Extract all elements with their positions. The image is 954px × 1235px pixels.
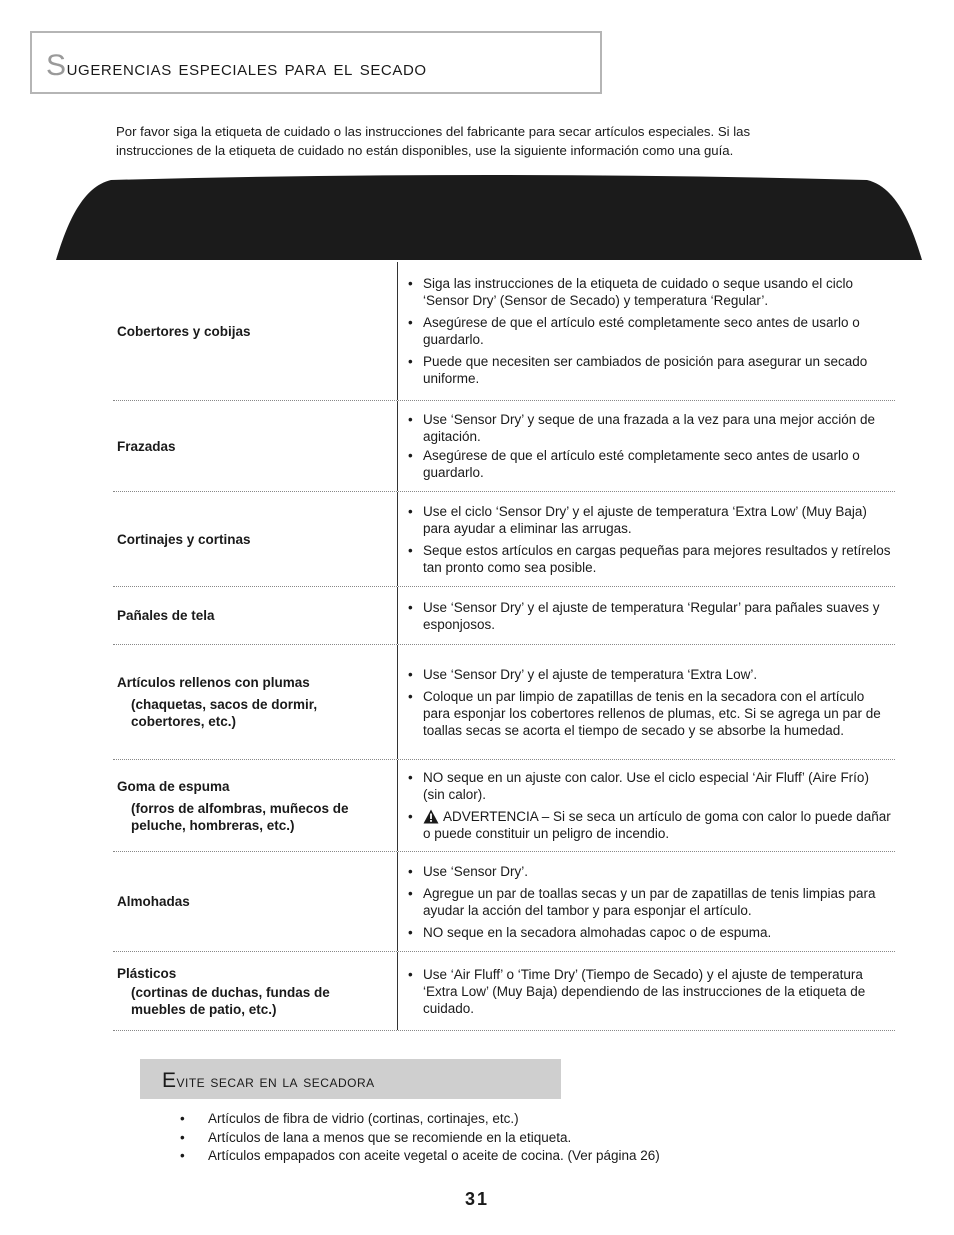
list-item: • Use ‘Sensor Dry’ y el ajuste de temperatura ‘Regular’ para pañales suaves y esponjosos. [408, 599, 880, 632]
bullet: • [408, 966, 413, 982]
row-sublabel: (forros de alfombras, muñecos de peluche, hombreras, etc.) [131, 800, 349, 833]
avoid-title-rest: vite secar en la secadora [176, 1072, 375, 1091]
bullet: • [408, 315, 413, 330]
list-item: • Siga las instrucciones de la etiqueta de cuidado o seque usando el ciclo ‘Sensor Dry’ (Sensor de Secado) y temperatura ‘Regular’. [408, 276, 854, 308]
list-item: • ADVERTENCIA – Si se seca un artículo de goma con calor lo puede dañar o puede constituir un peligro de incendio. [408, 809, 891, 841]
bullet: • [408, 770, 413, 785]
list-item: • Use ‘Sensor Dry’. [408, 863, 529, 879]
list-item: • NO seque en un ajuste con calor. Use el ciclo especial ‘Air Fluff’ (Aire Frío) (sin calor). [408, 770, 869, 802]
bullet: • [408, 542, 413, 558]
avoid-list [180, 1110, 660, 1166]
bullet: • [180, 1111, 185, 1126]
bullet: • [408, 412, 413, 427]
table-row [113, 645, 895, 760]
bullet: • [408, 688, 413, 704]
page-title-initial: S [46, 49, 67, 82]
bullet: • [408, 885, 413, 901]
list-item: • NO seque en la secadora almohadas capoc o de espuma. [408, 924, 772, 940]
row-label: Cobertores y cobijas [117, 323, 251, 339]
row-label: Artículos rellenos con plumas [117, 675, 310, 690]
tips-table [113, 262, 895, 1031]
page-title-rest: ugerencias especiales para el secado [66, 55, 427, 80]
table-row [113, 852, 895, 952]
list-item: • Artículos de lana a menos que se recomiende en la etiqueta. [180, 1129, 660, 1148]
row-label: Cortinajes y cortinas [117, 531, 251, 547]
table-row [113, 401, 895, 492]
table-row [113, 760, 895, 852]
avoid-section-header [140, 1059, 561, 1099]
table-row [113, 587, 895, 645]
bullet: • [408, 448, 413, 463]
bullet: • [408, 599, 413, 615]
list-item: • Asegúrese de que el artículo esté completamente seco antes de usarlo o guardarlo. [408, 448, 860, 480]
row-label: Almohadas [117, 894, 190, 909]
table-row [113, 952, 895, 1031]
row-sublabel: (chaquetas, sacos de dormir, cobertores, etc.) [131, 697, 318, 729]
list-item: • Artículos de fibra de vidrio (cortinas, cortinajes, etc.) [180, 1110, 660, 1129]
header-banner [56, 172, 922, 262]
list-item: • Agregue un par de toallas secas y un par de zapatillas de tenis limpias para ayudar la acción del tambor y para esponjar el artículo. [408, 885, 876, 918]
intro-paragraph: Por favor siga la etiqueta de cuidado o las instrucciones del fabricante para secar artículos especiales. Si las instrucciones de la etiqueta de cuidado no están disponibles, use la siguiente información como una guía. [116, 124, 751, 158]
page-title-box [30, 31, 602, 94]
bullet: • [408, 809, 413, 824]
bullet: • [408, 354, 413, 369]
list-item: • Asegúrese de que el artículo esté completamente seco antes de usarlo o guardarlo. [408, 315, 860, 347]
list-item: • Use ‘Sensor Dry’ y el ajuste de temperatura ‘Extra Low’. [408, 666, 758, 682]
list-item: • Seque estos artículos en cargas pequeñas para mejores resultados y retírelos tan pronto como sea posible. [408, 542, 891, 575]
bullet: • [408, 666, 413, 682]
list-item: • Puede que necesiten ser cambiados de posición para asegurar un secado uniforme. [408, 354, 868, 386]
list-item: • Use ‘Sensor Dry’ y seque de una frazada a la vez para una mejor acción de agitación. [408, 412, 875, 444]
table-row [113, 492, 895, 587]
bullet: • [408, 924, 413, 940]
list-item: • Artículos empapados con aceite vegetal o aceite de cocina. (Ver página 26) [180, 1147, 660, 1166]
avoid-section-title [162, 1069, 375, 1093]
table-row [113, 262, 895, 401]
page-number: 31 [464, 1189, 490, 1209]
row-label: Plásticos [117, 965, 177, 981]
row-label: Pañales de tela [117, 608, 215, 623]
bullet: • [408, 863, 413, 879]
page-title [46, 49, 427, 83]
warning-icon [423, 809, 439, 824]
avoid-title-initial: E [162, 1069, 177, 1092]
bullet: • [180, 1129, 185, 1145]
list-item: • Use el ciclo ‘Sensor Dry’ y el ajuste de temperatura ‘Extra Low’ (Muy Baja) para ayudar a eliminar las arrugas. [408, 503, 867, 536]
row-label: Goma de espuma [117, 778, 230, 794]
list-item: • Coloque un par limpio de zapatillas de tenis en la secadora con el artículo para esponjar los cobertores rellenos de plumas, etc. Si se agrega un par de toallas secas se acorta el tiempo de secado y se absorbe la humedad. [408, 688, 881, 738]
row-label: Frazadas [117, 438, 176, 454]
bullet: • [408, 276, 413, 291]
row-sublabel: (cortinas de duchas, fundas de muebles de patio, etc.) [131, 984, 330, 1017]
list-item: • Use ‘Air Fluff’ o ‘Time Dry’ (Tiempo de Secado) y el ajuste de temperatura ‘Extra Low’ (Muy Baja) dependiendo de las instrucciones de la etiqueta de cuidado. [408, 966, 866, 1016]
bullet: • [408, 503, 413, 519]
bullet: • [180, 1148, 185, 1163]
